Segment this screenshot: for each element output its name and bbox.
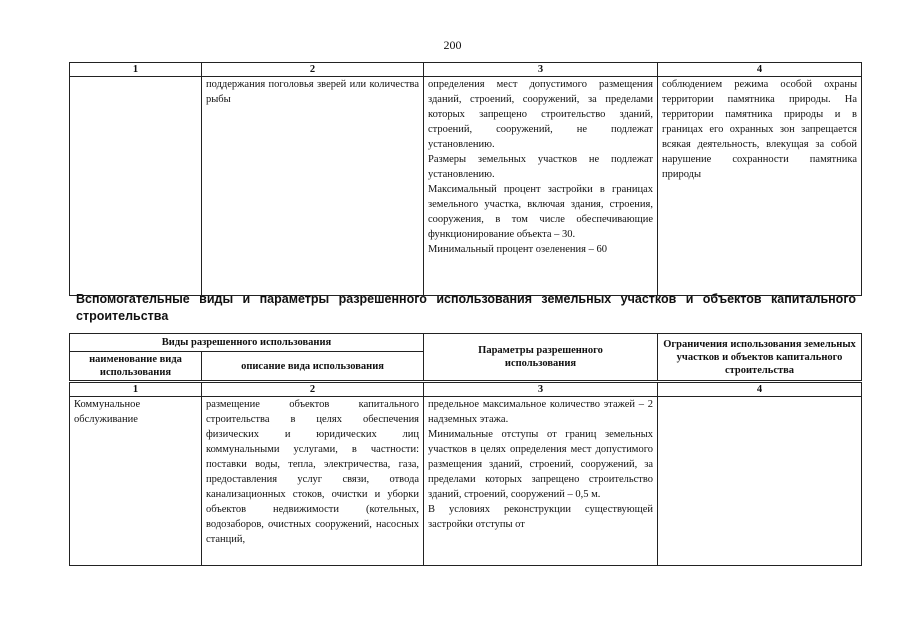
- parameter-text: предельное максимальное количество этажей – 2 надземных этажа.: [428, 399, 654, 425]
- limitations-cell: соблюдением режима особой охраны территории памятника природы. На территории памятника природы и в границах его охранных зон запрещается всякая деятельность, влекущая за собой нарушение сохранности памятника природы: [658, 77, 862, 296]
- col-number-2: 2: [202, 63, 424, 77]
- parameter-text: Максимальный процент застройки в границах земельного участка, включая здания, строения, сооружения, в том числе обеспечивающие функционирование объекта – 30.: [428, 184, 653, 240]
- permitted-uses-header: Виды разрешенного использования: [70, 334, 424, 352]
- limitations-header: Ограничения использования земельных участков и объектов капитального строительства: [658, 334, 862, 382]
- use-description-header: описание вида использования: [202, 352, 424, 382]
- col-number-4: 4: [658, 382, 862, 397]
- column-number-row: [70, 63, 862, 77]
- page-number: 200: [443, 38, 462, 52]
- parameters-cell: [424, 77, 658, 296]
- parameter-text: Минимальные отступы от границ земельных участков в целях определения мест допустимого размещения зданий, строений, сооружений, за пределами которых запрещено строительство зданий, строений, сооружений – 0,5 м.: [428, 429, 654, 500]
- col-number-1: 1: [70, 382, 202, 397]
- section-title: Вспомогательные виды и параметры разрешенного использования земельных участков и объектов капитального строительства: [76, 292, 856, 323]
- use-description-cell: размещение объектов капитального строительства в целях обеспечения физических и юридических лиц коммунальными услугами, в частности: поставки воды, тепла, электричества, газа, предоставления услуг связи, отвода канализационных стоков, очистки и уборки объектов недвижимости (котельных, водозаборов, очистных сооружений, насосных станций,: [202, 397, 424, 566]
- limitations-cell: [658, 397, 862, 566]
- parameters-header: Параметры разрешенного использования: [424, 334, 658, 382]
- col-number-1: 1: [70, 63, 202, 77]
- auxiliary-uses-table: [69, 333, 862, 566]
- parameters-cell: [424, 397, 658, 566]
- use-description-cell: поддержания поголовья зверей или количества рыбы: [202, 77, 424, 296]
- parameter-text: Минимальный процент озеленения – 60: [428, 244, 608, 255]
- parameter-text: определения мест допустимого размещения зданий, строений, сооружений, за пределами которых запрещено строительство зданий, строений, сооружений, не подлежат установлению.: [428, 79, 653, 150]
- col-number-4: 4: [658, 63, 862, 77]
- use-name-cell: Коммунальное обслуживание: [70, 397, 202, 566]
- table-row: [70, 397, 862, 566]
- col-number-2: 2: [202, 382, 424, 397]
- col-number-3: 3: [424, 382, 658, 397]
- main-uses-table-continuation: [69, 62, 862, 296]
- use-name-header: наименование вида использования: [70, 352, 202, 382]
- parameter-text: В условиях реконструкции существующей застройки отступы от: [428, 504, 654, 530]
- use-name-cell: [70, 77, 202, 296]
- parameter-text: Размеры земельных участков не подлежат установлению.: [428, 154, 653, 180]
- header-row: [70, 334, 862, 352]
- column-number-row: [70, 382, 862, 397]
- col-number-3: 3: [424, 63, 658, 77]
- table-row: [70, 77, 862, 296]
